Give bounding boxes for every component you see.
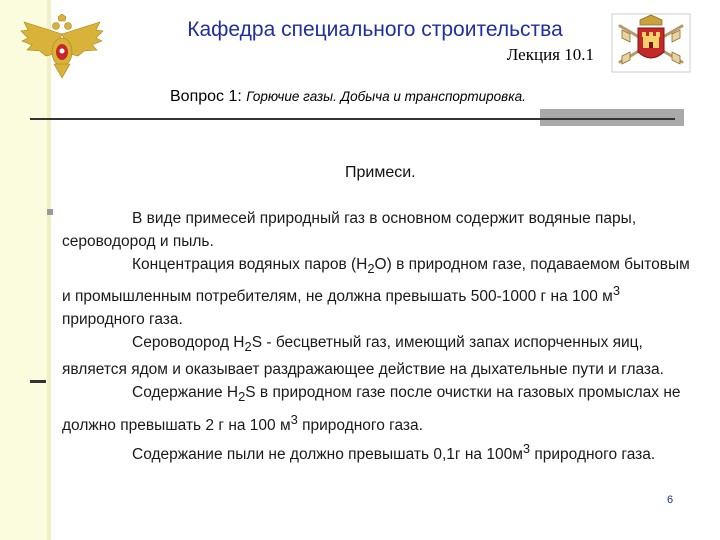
- eagle-emblem-icon: [18, 14, 106, 80]
- paragraph-water-vapor: Концентрация водяных паров $(Н_2О)$ в природном газе, подаваемом бытовым и промышленным потребителям, не должна превышать 500-1000 г на 100 $м^3$ природного газа.: [62, 255, 690, 329]
- page-number: 6: [667, 494, 674, 506]
- question-prefix: Вопрос 1:: [170, 88, 242, 105]
- paragraph-impurities: В виде примесей природный газ в основном содержит водяные пары, сероводород и пыль.: [62, 210, 637, 250]
- question-text: Горючие газы. Добыча и транспортировка.: [246, 89, 526, 104]
- paragraph-dust-content: Содержание пыли не должно превышать 0,1г на $100м^3$ природного газа.: [132, 440, 656, 463]
- body-text: [62, 208, 702, 467]
- section-title: Примеси.: [345, 164, 416, 181]
- left-decorative-bar: [0, 0, 47, 540]
- lecture-number: Лекция 10.1: [506, 45, 594, 64]
- castle-crest-icon: [610, 12, 692, 74]
- question-heading: [170, 88, 526, 106]
- left-bar-tick: [30, 380, 46, 383]
- header-rule: [30, 118, 675, 120]
- paragraph-hydrogen-sulfide: Сероводород $Н_2S$ - бесцветный газ, имеющий запах испорченных яиц, является ядом и оказывает раздражающее действие на дыхательные пути и глаза.: [62, 334, 664, 379]
- department-title: Кафедра специального строительства: [187, 18, 563, 41]
- left-bar-stripe: [47, 0, 51, 540]
- paragraph-h2s-content: Содержание $Н_2S$ в природном газе после очистки на газовых промыслах не должно превышать 2 г на 100 $м^3$ природного газа.: [62, 383, 681, 434]
- left-bar-marker: [47, 209, 53, 215]
